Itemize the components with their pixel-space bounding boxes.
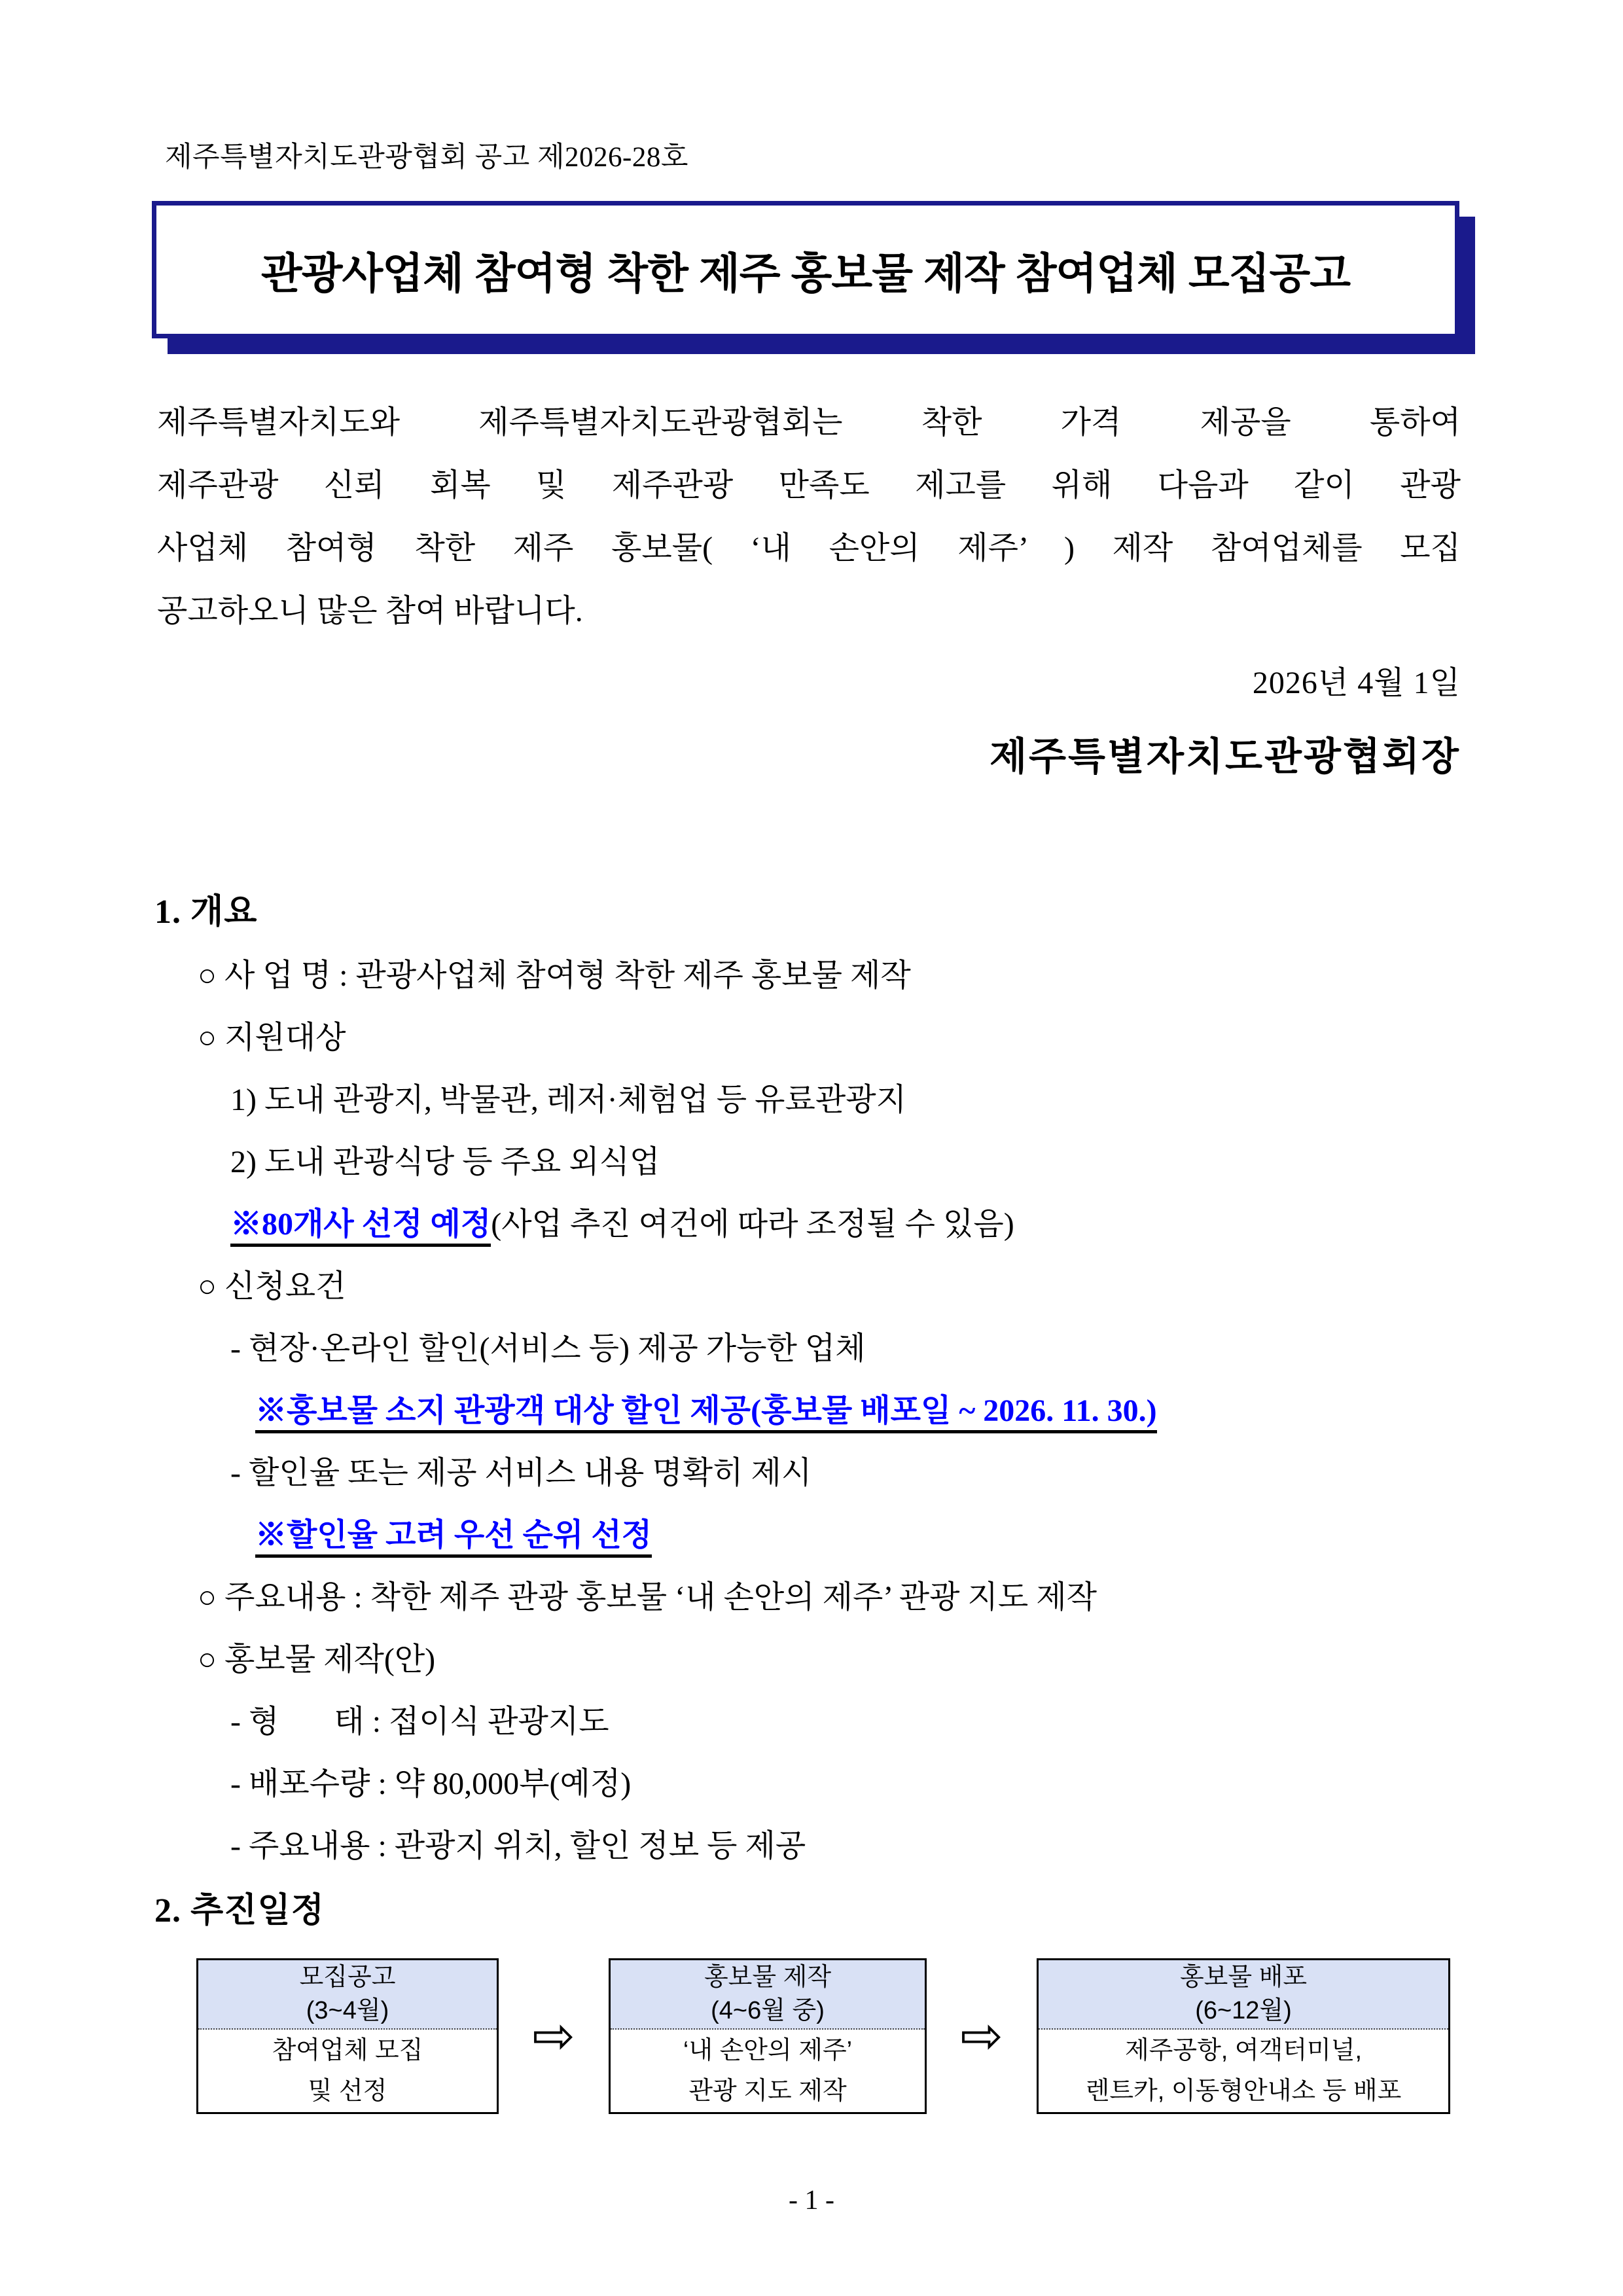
title-box [152, 201, 1459, 338]
page-number: - 1 - [789, 2185, 834, 2215]
notice-number: 제주특별자치도관광협회 공고 제2026-28호 [165, 142, 688, 173]
list-item: 2) 도내 관광식당 등 주요 외식업 [230, 1145, 660, 1179]
step-period: (4~6월 중) [711, 1997, 825, 2024]
list-item: - 주요내용 : 관광지 위치, 할인 정보 등 제공 [230, 1829, 806, 1863]
step-desc: 관광 지도 제작 [688, 2077, 847, 2105]
step-title: 모집공고 [299, 1964, 396, 1991]
step-desc: 참여업체 모집 [272, 2037, 423, 2064]
announcement-signer: 제주특별자치도관광협회장 [990, 735, 1461, 778]
list-item: 1) 도내 관광지, 박물관, 레저·체험업 등 유료관광지 [230, 1083, 906, 1117]
list-item: ○ 사 업 명 : 관광사업체 참여형 착한 제주 홍보물 제작 [198, 958, 911, 993]
list-item: - 현장·온라인 할인(서비스 등) 제공 가능한 업체 [230, 1331, 866, 1366]
intro-line: 제주특별자치도와 제주특별자치도관광협회는 착한 가격 제공을 통하여 [157, 405, 1461, 440]
schedule-step-production [609, 1958, 927, 2114]
page-title: 관광사업체 참여형 착한 제주 홍보물 제작 참여업체 모집공고 [260, 249, 1351, 297]
overview-list [157, 944, 1472, 1877]
list-item-note-discount [157, 1380, 1472, 1442]
list-item: ○ 주요내용 : 착한 제주 관광 홍보물 ‘내 손안의 제주’ 관광 지도 제작 [198, 1580, 1097, 1615]
schedule-flow [196, 1958, 1450, 2114]
list-item-note-80 [157, 1193, 1472, 1255]
right-arrow-icon: ⇨ [960, 2007, 1003, 2066]
step-body [1039, 2030, 1448, 2112]
step-title: 홍보물 제작 [704, 1964, 832, 1991]
step-desc: 및 선정 [308, 2077, 387, 2105]
list-item: - 할인율 또는 제공 서비스 내용 명확히 제시 [230, 1456, 812, 1490]
step-period: (3~4월) [306, 1997, 389, 2024]
note-80-rest: (사업 추진 여건에 따라 조정될 수 있음) [491, 1207, 1014, 1242]
list-item: ○ 신청요건 [198, 1269, 346, 1304]
step-header [1039, 1960, 1448, 2030]
announcement-date: 2026년 4월 1일 [1252, 666, 1461, 700]
list-item-note-priority [157, 1504, 1472, 1566]
emphasis-blue-underline: ※80개사 선정 예정 [230, 1207, 491, 1247]
emphasis-blue-underline: ※할인율 고려 우선 순위 선정 [255, 1518, 652, 1558]
list-item: ○ 지원대상 [198, 1020, 346, 1055]
section-heading-schedule: 2. 추진일정 [154, 1892, 325, 1929]
step-title: 홍보물 배포 [1179, 1964, 1308, 1991]
step-desc: ‘내 손안의 제주’ [683, 2037, 853, 2064]
list-item: - 배포수량 : 약 80,000부(예정) [230, 1767, 632, 1801]
step-header [611, 1960, 925, 2030]
right-arrow-icon: ⇨ [532, 2007, 575, 2066]
step-body [611, 2030, 925, 2112]
emphasis-blue-underline: ※홍보물 소지 관광객 대상 할인 제공(홍보물 배포일 ~ 2026. 11. 30.) [255, 1393, 1157, 1433]
step-header [198, 1960, 497, 2030]
list-item: - 형 태 : 접이식 관광지도 [230, 1704, 609, 1739]
step-desc: 렌트카, 이동형안내소 등 배포 [1085, 2077, 1402, 2105]
intro-line: 사업체 참여형 착한 제주 홍보물( ‘내 손안의 제주’ ) 제작 참여업체를 모집 [157, 531, 1461, 565]
intro-line: 제주관광 신뢰 회복 및 제주관광 만족도 제고를 위해 다음과 같이 관광 [157, 468, 1461, 503]
step-desc: 제주공항, 여객터미널, [1124, 2037, 1363, 2064]
schedule-step-distribution [1037, 1958, 1450, 2114]
intro-paragraph [157, 391, 1461, 643]
intro-line: 공고하오니 많은 참여 바랍니다. [157, 594, 583, 628]
schedule-step-recruit [196, 1958, 499, 2114]
step-period: (6~12월) [1195, 1997, 1292, 2024]
section-heading-overview: 1. 개요 [154, 893, 258, 931]
list-item: ○ 홍보물 제작(안) [198, 1642, 436, 1677]
step-body [198, 2030, 497, 2112]
